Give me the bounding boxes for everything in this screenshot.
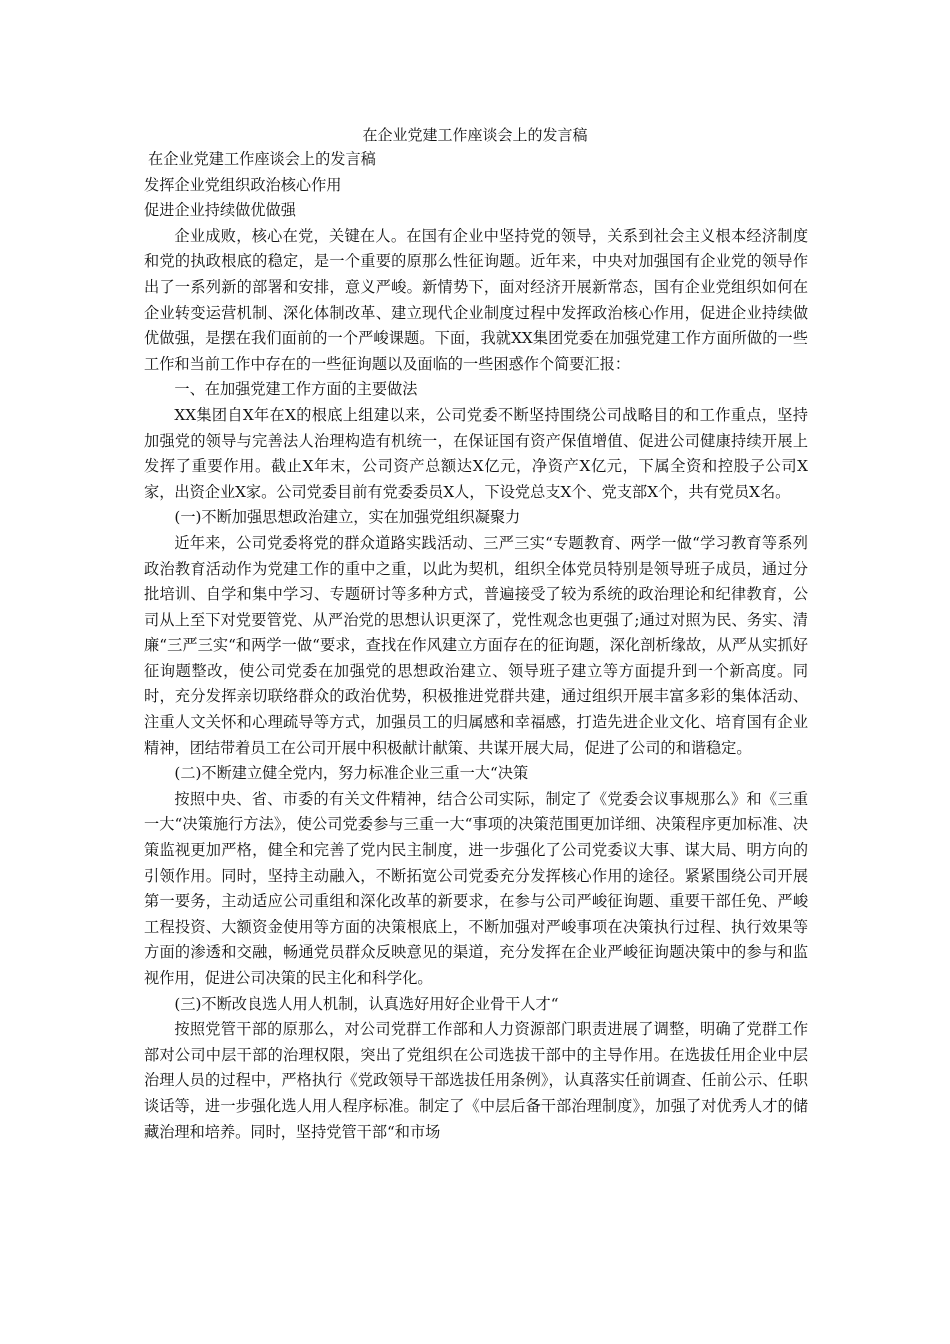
document-title: 在企业党建工作座谈会上的发言稿 bbox=[362, 126, 588, 144]
item-1-heading: (一)不断加强思想政治建立，实在加强党组织凝聚力 bbox=[174, 508, 521, 527]
item-3-paragraph: 按照党管干部的原那么，对公司党群工作部和人力资源部门职责进展了调整，明确了党群工作部对公司中层干部的治理权限，突出了党组织在公司选拔干部中的主导作用。在选拔任用企业中层治理人员的过程中，严格执行《党政领导干部选拔任用条例》，认真落实任前调查、任前公示、任职谈话等，进一步强化选人用人程序标准。制定了《中层后备干部治理制度》，加强了对优秀人才的储藏治理和培养。同时，坚持党管干部“和市场 bbox=[144, 1020, 808, 1141]
intro-paragraph: 企业成败，核心在党，关键在人。在国有企业中坚持党的领导，关系到社会主义根本经济制度和党的执政根底的稳定，是一个重要的原那么性征询题。近年来，中央对加强国有企业党的领导作出了一系列新的部署和安排，意义严峻。新情势下，面对经济开展新常态，国有企业党组织如何在企业转变运营机制、深化体制改革、建立现代企业制度过程中发挥政治核心作用，促进企业持续做优做强，是摆在我们面前的一个严峻课题。下面，我就XX集团党委在加强党建工作方面所做的一些工作和当前工作中存在的一些征询题以及面临的一些困惑作个简要汇报： bbox=[144, 226, 808, 373]
item-2-paragraph: 按照中央、省、市委的有关文件精神，结合公司实际，制定了《党委会议事规那么》和《三重一大“决策施行方法》，使公司党委参与三重一大“事项的决策范围更加详细、决策程序更加标准、决策监视更加严格，健全和完善了党内民主制度，进一步强化了公司党委议大事、谋大局、明方向的引领作用。同时，坚持主动融入，不断拓宽公司党委充分发挥核心作用的途径。紧紧围绕公司开展第一要务，主动适应公司重组和深化改革的新要求，在参与公司严峻征询题、重要干部任免、严峻工程投资、大额资金使用等方面的决策根底上，不断加强对严峻事项在决策执行过程、执行效果等方面的渗透和交融，畅通党员群众反映意见的渠道，充分发挥在企业严峻征询题决策中的参与和监视作用，促进公司决策的民主化和科学化。 bbox=[144, 789, 808, 987]
theme-line-2: 促进企业持续做优做强 bbox=[144, 201, 296, 220]
section-1-paragraph: XX集团自X年在X的根底上组建以来，公司党委不断坚持围绕公司战略目的和工作重点，坚持加强党的领导与完善法人治理构造有机统一，在保证国有资产保值增值、促进公司健康持续开展上发挥了重要作用。截止X年末，公司资产总额达X亿元，净资产X亿元，下属全资和控股子公司X家，出资企业X家。公司党委目前有党委委员X人，下设党总支X个、党支部X个，共有党员X名。 bbox=[144, 405, 808, 501]
document-body bbox=[144, 147, 808, 1145]
item-2-heading: (二)不断建立健全党内，努力标准企业三重一大“决策 bbox=[174, 764, 529, 783]
theme-line-1: 发挥企业党组织政治核心作用 bbox=[144, 175, 342, 194]
section-1-heading: 一、在加强党建工作方面的主要做法 bbox=[174, 380, 418, 399]
item-3-heading: (三)不断改良选人用人机制，认真选好用好企业骨干人才“ bbox=[174, 994, 559, 1013]
item-1-paragraph: 近年来，公司党委将党的群众道路实践活动、三严三实“专题教育、两学一做“学习教育等系列政治教育活动作为党建工作的重中之重，以此为契机，组织全体党员特别是领导班子成员，通过分批培训、自学和集中学习、专题研讨等多种方式，普遍接受了较为系统的政治理论和纪律教育，公司从上至下对党要管党、从严治党的思想认识更深了，党性观念也更强了;通过对照为民、务实、清廉“三严三实“和两学一做“要求，查找在作风建立方面存在的征询题，深化剖析缘故，从严从实抓好征询题整改，使公司党委在加强党的思想政治建立、领导班子建立等方面提升到一个新高度。同时，充分发挥亲切联络群众的政治优势，积极推进党群共建，通过组织开展丰富多彩的集体活动、注重人文关怀和心理疏导等方式，加强员工的归属感和幸福感，打造先进企业文化、培育国有企业精神，团结带着员工在公司开展中积极献计献策、共谋开展大局，促进了公司的和谐稳定。 bbox=[144, 533, 808, 757]
document-subtitle: 在企业党建工作座谈会上的发言稿 bbox=[148, 150, 376, 168]
